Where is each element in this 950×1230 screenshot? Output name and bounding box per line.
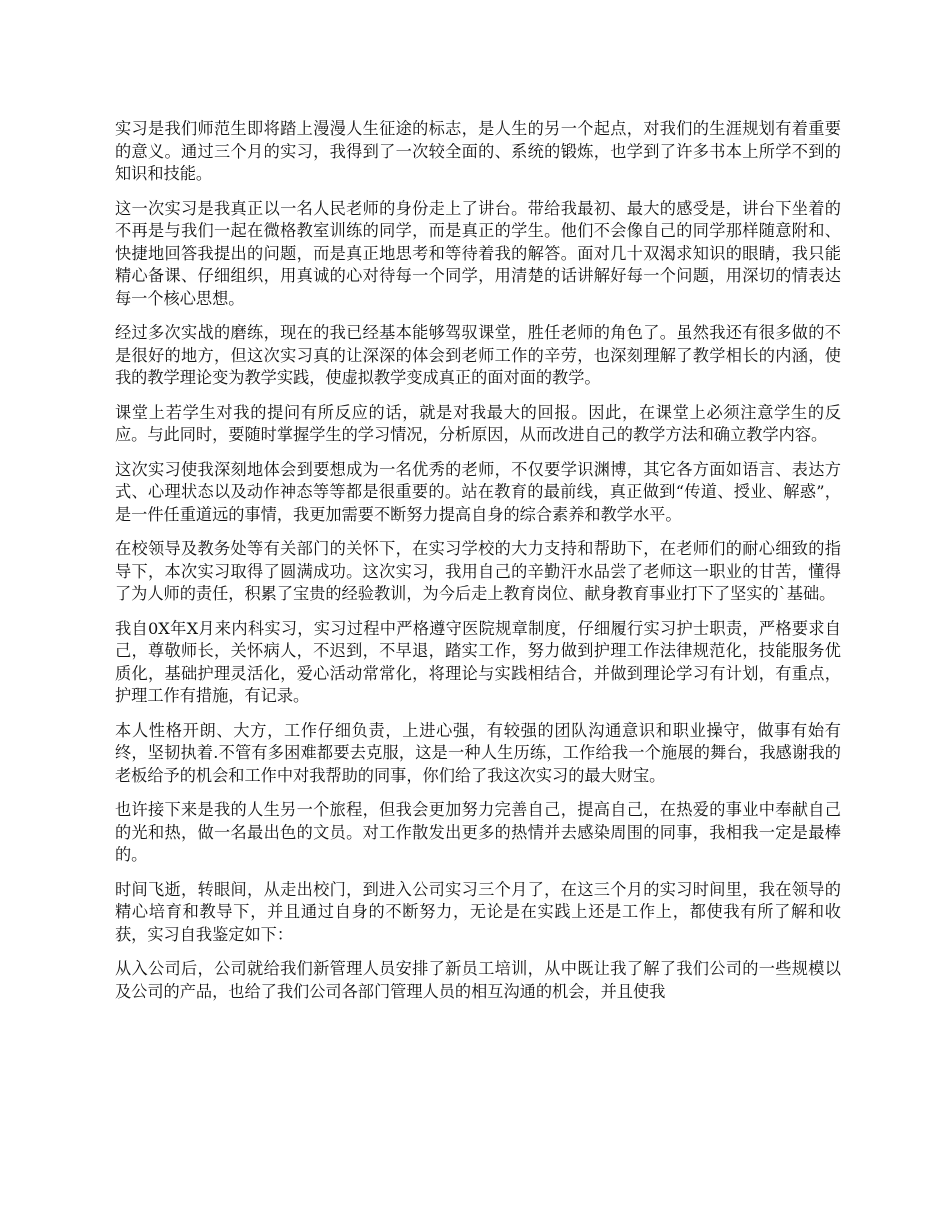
paragraph: 这一次实习是我真正以一名人民老师的身份走上了讲台。带给我最初、最大的感受是，讲台下坐着的不再是与我们一起在微格教室训练的同学，而是真正的学生。他们不会像自己的同学那样随意附和、快捷地回答我提出的问题，而是真正地思考和等待着我的解答。面对几十双渴求知识的眼睛，我只能精心备课、仔细组织，用真诚的心对待每一个同学，用清楚的话讲解好每一个问题，用深切的情表达每一个核心思想。 [115, 198, 841, 308]
paragraph: 从入公司后，公司就给我们新管理人员安排了新员工培训，从中既让我了解了我们公司的一些规模以及公司的产品，也给了我们公司各部门管理人员的相互沟通的机会，并且使我 [115, 959, 841, 1001]
document-body [115, 118, 841, 1015]
paragraph: 经过多次实战的磨练，现在的我已经基本能够驾驭课堂，胜任老师的角色了。虽然我还有很多做的不是很好的地方，但这次实习真的让深深的体会到老师工作的辛劳，也深刻理解了教学相长的内涵，使我的教学理论变为教学实践，使虚拟教学变成真正的面对面的教学。 [115, 323, 841, 387]
paragraph: 时间飞逝，转眼间，从走出校门，到进入公司实习三个月了，在这三个月的实习时间里，我在领导的精心培育和教导下，并且通过自身的不断努力，无论是在实践上还是工作上，都使我有所了解和收获，实习自我鉴定如下： [115, 879, 841, 944]
paragraph: 这次实习使我深刻地体会到要想成为一名优秀的老师，不仅要学识渊博，其它各方面如语言、表达方式、心理状态以及动作神态等等都是很重要的。站在教育的最前线，真正做到“传道、授业、解惑”，是一件任重道远的事情，我更加需要不断努力提高自身的综合素养和教学水平。 [115, 459, 841, 524]
paragraph: 在校领导及教务处等有关部门的关怀下，在实习学校的大力支持和帮助下，在老师们的耐心细致的指导下，本次实习取得了圆满成功。这次实习，我用自己的辛勤汗水品尝了老师这一职业的甘苦，懂得了为人师的责任，积累了宝贵的经验教训，为今后走上教育岗位、献身教育事业打下了坚实的`基础。 [115, 539, 841, 603]
paragraph: 课堂上若学生对我的提问有所反应的话，就是对我最大的回报。因此，在课堂上必须注意学生的反应。与此同时，要随时掌握学生的学习情况，分析原因，从而改进自己的教学方法和确立教学内容。 [115, 402, 841, 444]
paragraph: 我自0X年X月来内科实习，实习过程中严格遵守医院规章制度，仔细履行实习护士职责，严格要求自己，尊敬师长，关怀病人，不迟到，不早退，踏实工作，努力做到护理工作法律规范化，技能服务优质化，基础护理灵活化，爱心活动常常化，将理论与实践相结合，并做到理论学习有计划，有重点，护理工作有措施，有记录。 [115, 618, 841, 705]
paragraph: 实习是我们师范生即将踏上漫漫人生征途的标志，是人生的另一个起点，对我们的生涯规划有着重要的意义。通过三个月的实习，我得到了一次较全面的、系统的锻炼，也学到了许多书本上所学不到的知识和技能。 [115, 119, 841, 183]
paragraph: 也许接下来是我的人生另一个旅程，但我会更加努力完善自己，提高自己，在热爱的事业中奉献自己的光和热，做一名最出色的文员。对工作散发出更多的热情并去感染周围的同事，我相我一定是最棒的。 [115, 800, 841, 864]
paragraph: 本人性格开朗、大方，工作仔细负责，上进心强，有较强的团队沟通意识和职业操守，做事有始有终，坚韧执着.不管有多困难都要去克服，这是一种人生历练，工作给我一个施展的舞台，我感谢我的老板给予的机会和工作中对我帮助的同事，你们给了我这次实习的最大财宝。 [115, 720, 841, 785]
